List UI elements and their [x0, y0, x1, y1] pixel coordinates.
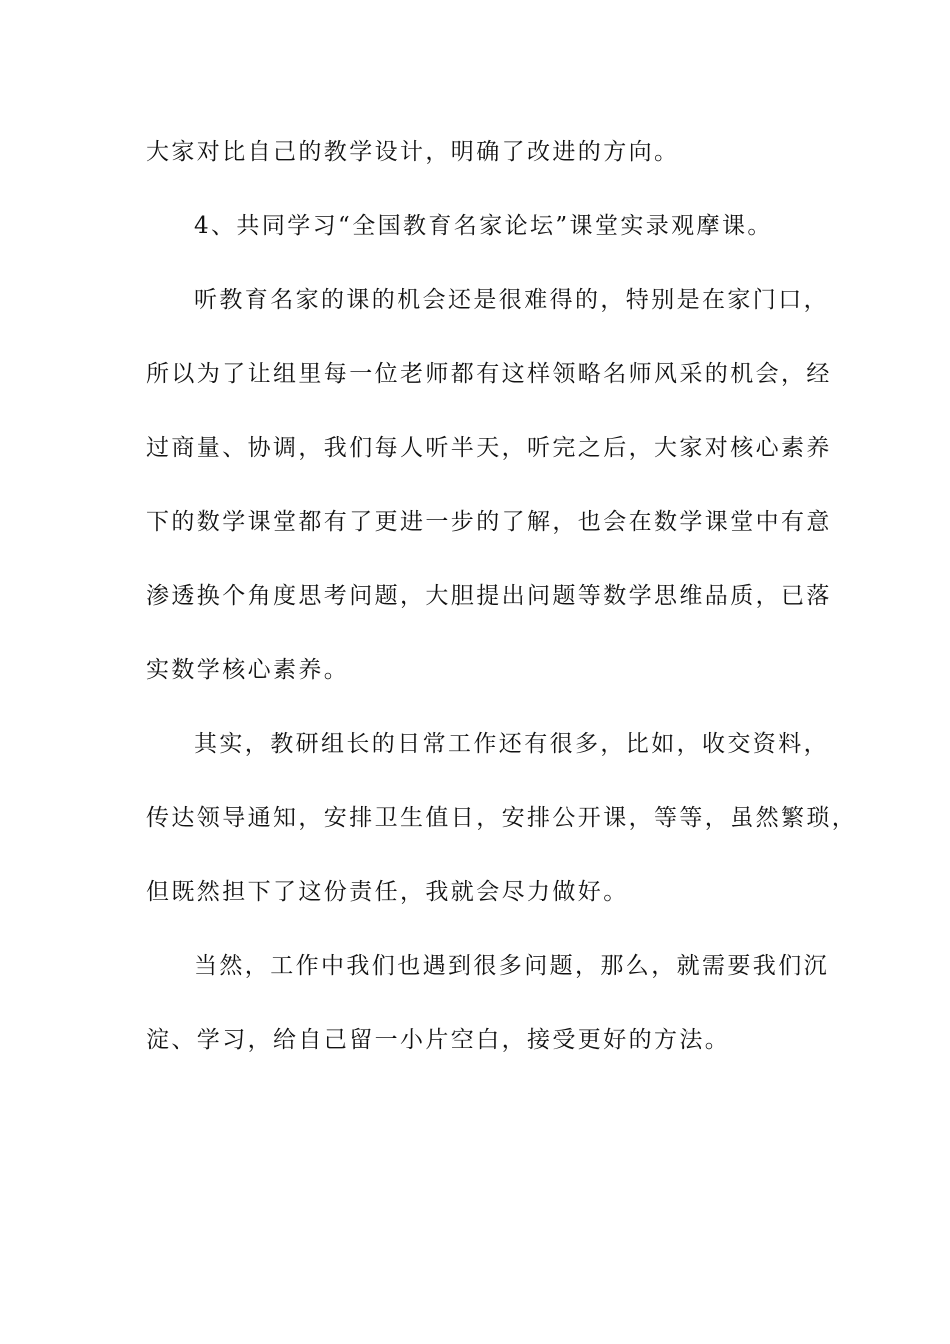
text-line: 所以为了让组里每一位老师都有这样领略名师风采的机会，经: [146, 361, 832, 387]
text-line: 当然，工作中我们也遇到很多问题，那么，就需要我们沉: [194, 953, 829, 979]
text-line: 过商量、协调，我们每人听半天，听完之后，大家对核心素养: [146, 435, 832, 461]
text-line: 听教育名家的课的机会还是很难得的，特别是在家门口，: [194, 287, 829, 313]
text-line: 4、共同学习“全国教育名家论坛”课堂实录观摩课。: [194, 213, 773, 239]
text-line: 大家对比自己的教学设计，明确了改进的方向。: [146, 139, 680, 165]
text-line: 其实，教研组长的日常工作还有很多，比如，收交资料，: [194, 731, 829, 757]
text-line: 渗透换个角度思考问题，大胆提出问题等数学思维品质，已落: [146, 583, 832, 609]
text-line: 下的数学课堂都有了更进一步的了解，也会在数学课堂中有意: [146, 509, 832, 535]
text-line: 但既然担下了这份责任，我就会尽力做好。: [146, 879, 629, 905]
text-line: 淀、学习，给自己留一小片空白，接受更好的方法。: [146, 1027, 731, 1053]
text-line: 实数学核心素养。: [146, 657, 350, 683]
text-line: 传达领导通知，安排卫生值日，安排公开课，等等，虽然繁琐，: [146, 805, 858, 831]
